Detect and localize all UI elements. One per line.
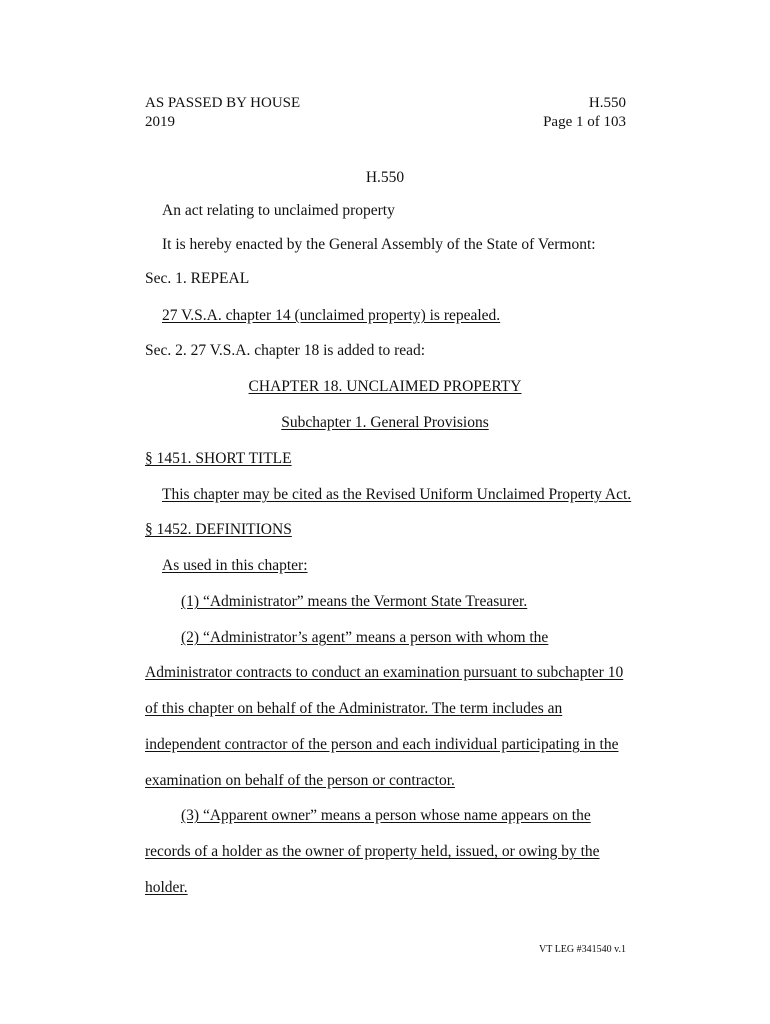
- section-1452-heading: § 1452. DEFINITIONS: [145, 521, 292, 538]
- header-bill-number: H.550: [588, 95, 626, 111]
- definition-3-line-3: holder.: [145, 879, 188, 896]
- definition-2-line-2: Administrator contracts to conduct an examination pursuant to subchapter 10: [145, 664, 624, 681]
- definition-1: (1) “Administrator” means the Vermont State Treasurer.: [181, 593, 528, 610]
- section-1-text: 27 V.S.A. chapter 14 (unclaimed property) is repealed.: [162, 307, 501, 324]
- section-2-heading: Sec. 2. 27 V.S.A. chapter 18 is added to read:: [145, 342, 426, 359]
- definition-2-line-5: examination on behalf of the person or contractor.: [145, 772, 455, 789]
- chapter-title: CHAPTER 18. UNCLAIMED PROPERTY: [248, 378, 522, 395]
- definition-2-line-4: independent contractor of the person and each individual participating in the: [145, 736, 619, 753]
- header-right: [480, 94, 626, 132]
- enacting-clause: It is hereby enacted by the General Assembly of the State of Vermont:: [162, 236, 596, 253]
- act-title: An act relating to unclaimed property: [162, 202, 395, 219]
- section-1451-heading: § 1451. SHORT TITLE: [145, 450, 292, 467]
- header-year: 2019: [145, 114, 175, 130]
- header-page-number: Page 1 of 103: [543, 114, 626, 130]
- definition-2-line-1: (2) “Administrator’s agent” means a person with whom the: [181, 629, 549, 646]
- footer-doc-id: VT LEG #341540 v.1: [539, 944, 626, 955]
- definition-3-line-2: records of a holder as the owner of property held, issued, or owing by the: [145, 843, 600, 860]
- subchapter-title: Subchapter 1. General Provisions: [281, 414, 489, 431]
- header-left: [145, 94, 300, 132]
- section-1451-text: This chapter may be cited as the Revised Uniform Unclaimed Property Act.: [162, 486, 632, 503]
- bill-number-title: H.550: [365, 169, 405, 186]
- section-1-heading: Sec. 1. REPEAL: [145, 270, 250, 287]
- definition-3-line-1: (3) “Apparent owner” means a person whose name appears on the: [181, 807, 591, 824]
- header-status: AS PASSED BY HOUSE: [145, 95, 301, 111]
- definition-2-line-3: of this chapter on behalf of the Administrator. The term includes an: [145, 700, 563, 717]
- section-1452-intro: As used in this chapter:: [162, 557, 308, 574]
